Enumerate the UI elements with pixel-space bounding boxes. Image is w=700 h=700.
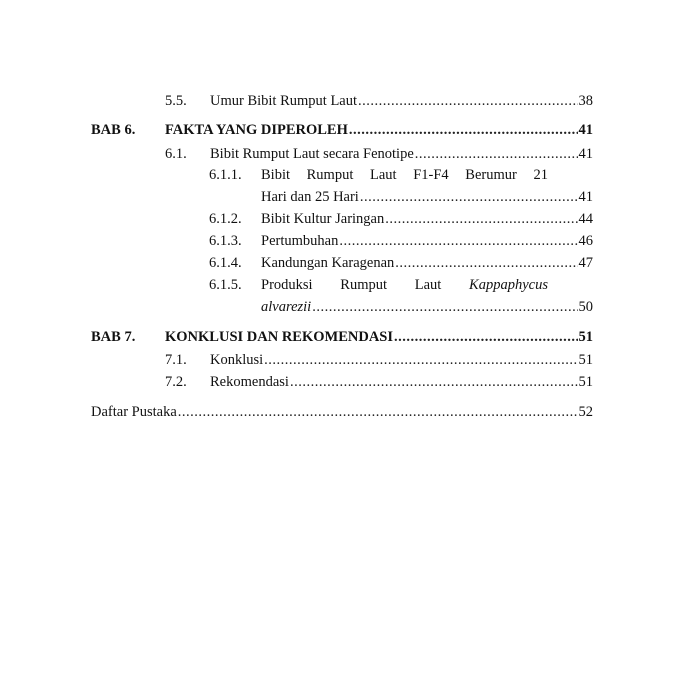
- toc-title: Umur Bibit Rumput Laut: [210, 93, 358, 109]
- toc-chapter-7[interactable]: [91, 328, 593, 346]
- title-word-italic: Kappaphycus: [469, 277, 548, 293]
- toc-title: [261, 166, 548, 184]
- leader-dots: [349, 121, 578, 139]
- toc-page-number: 51: [578, 329, 593, 345]
- toc-title: Rekomendasi: [210, 374, 289, 390]
- toc-number: 6.1.4.: [209, 255, 242, 271]
- toc-number: 6.1.5.: [209, 277, 242, 293]
- toc-number: 6.1.3.: [209, 233, 242, 249]
- toc-title: [261, 276, 548, 294]
- title-word: Bibit: [261, 167, 291, 183]
- toc-page-number: 41: [578, 189, 593, 205]
- toc-entry-6-1-4[interactable]: [209, 254, 593, 272]
- toc-number: 5.5.: [165, 93, 187, 109]
- toc-page-number: 52: [578, 404, 593, 420]
- leader-dots: [312, 298, 577, 316]
- leader-dots: [358, 92, 577, 110]
- toc-title-line2: alvarezii: [261, 299, 312, 315]
- toc-entry-6-1-5[interactable]: [209, 276, 593, 294]
- toc-chapter-title: FAKTA YANG DIPEROLEH: [165, 122, 348, 138]
- toc-number: 7.2.: [165, 374, 187, 390]
- toc-page-number: 38: [578, 93, 593, 109]
- toc-title: Konklusi: [210, 352, 264, 368]
- toc-page-number: 51: [578, 352, 593, 368]
- title-word: Laut: [370, 167, 397, 183]
- toc-title: Pertumbuhan: [261, 233, 339, 249]
- toc-entry-daftar-pustaka[interactable]: [91, 403, 593, 421]
- toc-title: Kandungan Karagenan: [261, 255, 395, 271]
- toc-chapter-number: BAB 7.: [91, 329, 136, 345]
- toc-page-number: 41: [578, 146, 593, 162]
- leader-dots: [264, 351, 577, 369]
- toc-number: 7.1.: [165, 352, 187, 368]
- toc-chapter-6[interactable]: [91, 121, 593, 139]
- leader-dots: [395, 254, 577, 272]
- toc-entry-6-1[interactable]: [165, 145, 593, 163]
- toc-page-number: 47: [578, 255, 593, 271]
- leader-dots: [360, 188, 578, 206]
- title-word: F1-F4: [413, 167, 449, 183]
- toc-page-number: 50: [578, 299, 593, 315]
- leader-dots: [415, 145, 578, 163]
- title-word: Laut: [414, 277, 442, 293]
- toc-number: 6.1.: [165, 146, 187, 162]
- toc-page-number: 44: [578, 211, 593, 227]
- toc-entry-6-1-2[interactable]: [209, 210, 593, 228]
- toc-title: Bibit Rumput Laut secara Fenotipe: [210, 146, 414, 162]
- leader-dots: [290, 373, 578, 391]
- toc-chapter-title: KONKLUSI DAN REKOMENDASI: [165, 329, 393, 345]
- toc-page-number: 51: [578, 374, 593, 390]
- leader-dots: [339, 232, 577, 250]
- leader-dots: [394, 328, 578, 346]
- title-word: Rumput: [306, 167, 354, 183]
- toc-entry-6-1-3[interactable]: [209, 232, 593, 250]
- toc-title: Daftar Pustaka: [91, 404, 177, 420]
- leader-dots: [385, 210, 577, 228]
- toc-page-number: 41: [578, 122, 593, 138]
- toc-title: Bibit Kultur Jaringan: [261, 211, 385, 227]
- toc-entry-6-1-5-continued[interactable]: [261, 298, 593, 316]
- toc-number: 6.1.1.: [209, 167, 242, 183]
- title-word: Rumput: [340, 277, 388, 293]
- title-word: Produksi: [261, 277, 313, 293]
- toc-entry-7-2[interactable]: [165, 373, 593, 391]
- toc-entry-6-1-1[interactable]: [209, 166, 593, 184]
- toc-chapter-number: BAB 6.: [91, 122, 136, 138]
- title-word: Berumur: [465, 167, 517, 183]
- toc-title-line2: Hari dan 25 Hari: [261, 189, 359, 205]
- leader-dots: [178, 403, 578, 421]
- toc-entry-6-1-1-continued[interactable]: [261, 188, 593, 206]
- toc-entry-7-1[interactable]: [165, 351, 593, 369]
- toc-number: 6.1.2.: [209, 211, 242, 227]
- title-word: 21: [533, 167, 548, 183]
- toc-entry-5-5[interactable]: [165, 92, 593, 110]
- toc-page-number: 46: [578, 233, 593, 249]
